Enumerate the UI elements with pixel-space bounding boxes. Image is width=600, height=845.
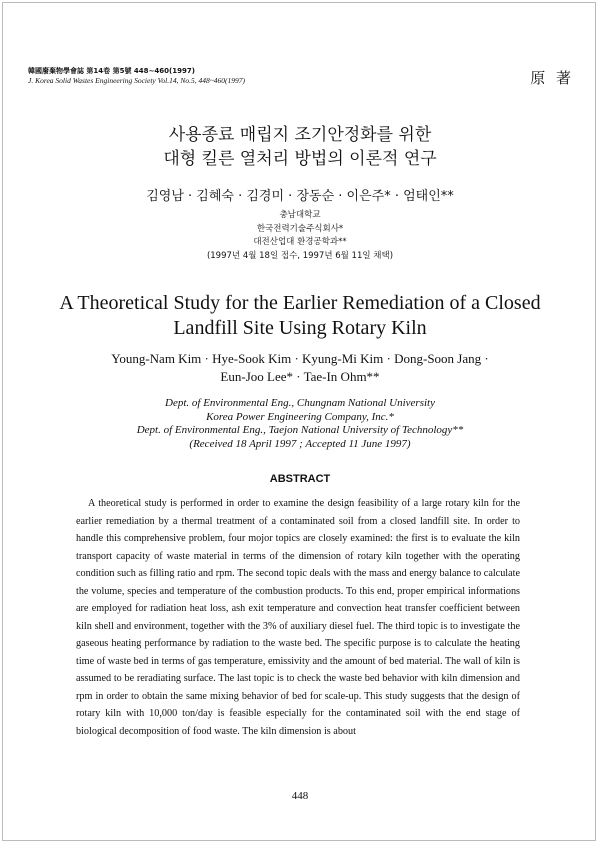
journal-header bbox=[28, 66, 245, 86]
journal-korean-line: 韓國廢棄物學會誌 第14卷 第5號 448~460(1997) bbox=[28, 67, 195, 75]
english-title-line-1: A Theoretical Study for the Earlier Remediation of a Closed bbox=[59, 292, 541, 314]
korean-affiliation-2: 한국전력기술주식회사* bbox=[256, 223, 344, 234]
article-type: 原 著 bbox=[530, 69, 574, 87]
journal-english-line: J. Korea Solid Wastes Engineering Society Vol.14, No.5, 448~460(1997) bbox=[28, 76, 246, 85]
abstract-heading: ABSTRACT bbox=[269, 473, 331, 485]
korean-dates: (1997년 4월 18일 접수, 1997년 6월 11일 채택) bbox=[206, 250, 394, 261]
english-title-line-2: Landfill Site Using Rotary Kiln bbox=[173, 317, 427, 339]
english-affiliation-1: Dept. of Environmental Eng., Chungnam National University bbox=[165, 397, 435, 409]
english-authors bbox=[0, 350, 600, 386]
korean-authors: 김영남 · 김혜숙 · 김경미 · 장동순 · 이은주* · 엄태인** bbox=[146, 189, 454, 204]
english-title bbox=[0, 291, 600, 341]
english-authors-line-2: Eun-Joo Lee* · Tae-In Ohm** bbox=[220, 369, 380, 384]
korean-title bbox=[0, 123, 600, 171]
korean-affiliation-1: 충남대학교 bbox=[279, 210, 321, 220]
page-number: 448 bbox=[291, 790, 309, 802]
abstract-paragraph: A theoretical study is performed in order to examine the design feasibility of a large rotary kiln for the earlier remediation by a thermal treatment of a contaminated soil from a closed landfill site. In order to handle this comprehensive problem, four mojor topics are closely examined: the first is to evaluate the kiln transport capacity of waste material in terms of the dimension of rotary kiln together with the operating condition such as filling ratio and rpm. The second topic deals with the mass and energy balance to calculate the volume, species and temperature of the combustion products. To this end, proper empirical informations are employed for radiation heat loss, ash exit temperature and convection heat transfer coefficient between kiln shell and environment, together with the 3% of auxiliary diesel fuel. The third topic is to investigate the gaseous heating performance by radiation to the waste bed. The specific purpose is to calculate the heating time of waste bed in terms of gas temperature, emissivity and the amount of bed material. The wall of kiln is assumed to be reradiating surface. The last topic is to check the waste bed behavior with kiln dimension and rpm in order to obtain the same mixing behavior of bed for scale-up. This study suggests that the design of rotary kiln with 10,000 ton/day is feasible especially for the contaminated soil with the end stage of biological decomposition of food waste. The kiln dimension is about bbox=[76, 498, 520, 737]
english-dates: (Received 18 April 1997 ; Accepted 11 June 1997) bbox=[189, 437, 411, 450]
korean-title-line-2: 대형 킬른 열처리 방법의 이론적 연구 bbox=[163, 149, 437, 169]
abstract-body bbox=[76, 495, 520, 740]
english-affiliation-3: Dept. of Environmental Eng., Taejon National University of Technology** bbox=[136, 424, 464, 436]
english-affiliations bbox=[0, 397, 600, 451]
korean-affiliations bbox=[0, 209, 600, 263]
english-affiliation-2: Korea Power Engineering Company, Inc.* bbox=[206, 410, 394, 423]
korean-affiliation-3: 대전산업대 환경공학과** bbox=[253, 237, 347, 247]
korean-title-line-1: 사용종료 매립지 조기안정화를 위한 bbox=[168, 125, 432, 145]
english-authors-line-1: Young-Nam Kim · Hye-Sook Kim · Kyung-Mi Kim · Dong-Soon Jang · bbox=[111, 351, 489, 366]
